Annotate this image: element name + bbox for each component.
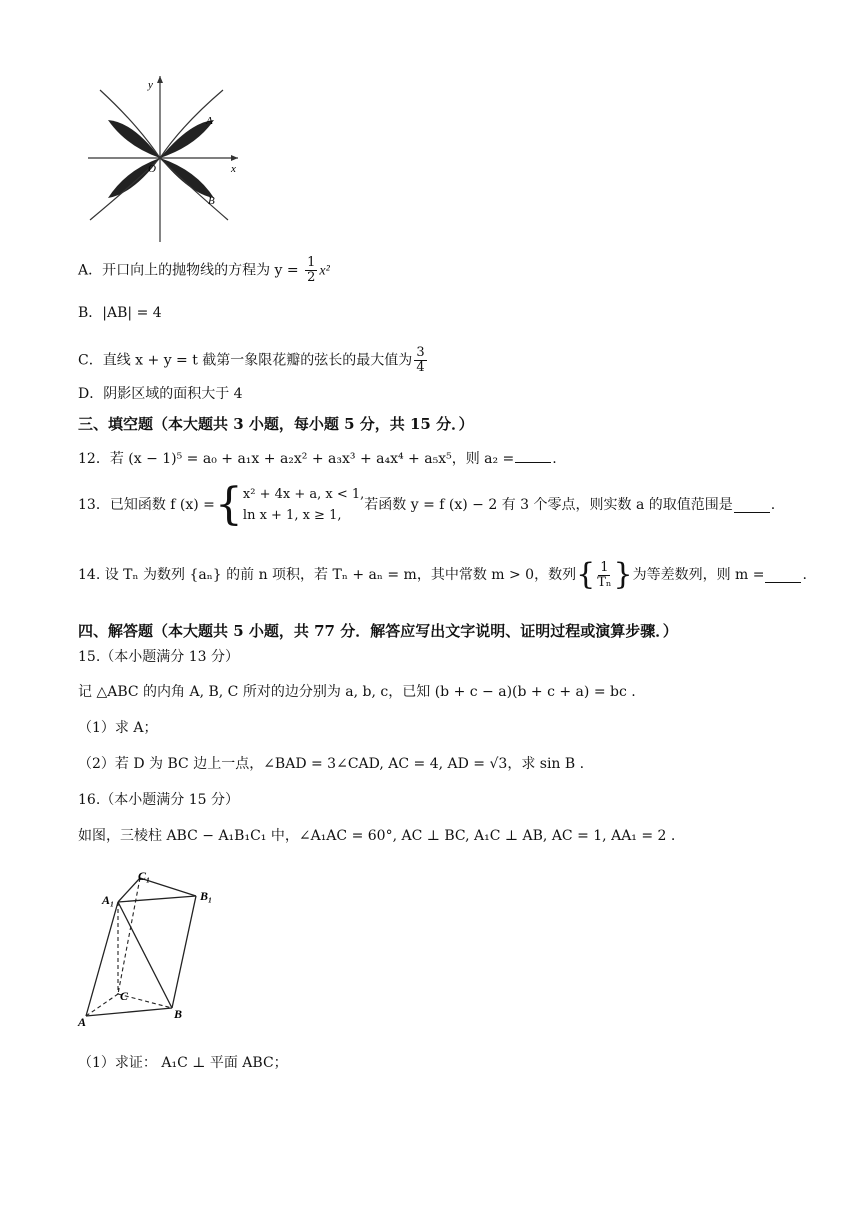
vertex-a-label: A (78, 1015, 87, 1029)
q11-option-c: C．直线 x + y = t 截第一象限花瓣的弦长的最大值为 $\frac{3}{4}$ (78, 345, 425, 375)
q13-answer-blank[interactable] (734, 498, 770, 513)
edge-b-b1 (172, 896, 196, 1008)
vertex-b-label: B (174, 1007, 183, 1021)
q13-piecewise-cases: x² + 4x + a, x < 1, ln x + 1, x ≥ 1, (242, 487, 365, 523)
point-a-label: A (206, 115, 213, 127)
q15-part-2: （2）若 D 为 BC 边上一点，∠BAD = 3∠CAD, AC = 4, AD = √3，求 sin B . (78, 756, 585, 772)
q11-option-a-fraction: $\frac{1}{2}$ (307, 255, 316, 285)
x-axis-arrow (231, 155, 238, 161)
edge-a-b (86, 1008, 172, 1016)
petal-fourth-quadrant (160, 158, 214, 198)
vertex-b1-label: B₁ (200, 889, 213, 903)
q16-header: 16.（本小题满分 15 分） (78, 792, 239, 808)
hidden-edge-c-c1 (118, 878, 140, 994)
origin-label: O (148, 163, 156, 175)
section-4-title: 四、解答题（本大题共 5 小题，共 77 分．解答应写出文字说明、证明过程或演算步骤．） (78, 622, 678, 640)
y-axis-label: y (148, 79, 153, 91)
edge-a-a1 (86, 902, 118, 1016)
q11-option-d: D．阴影区域的面积大于 4 (78, 386, 243, 402)
x-axis-label: x (231, 163, 236, 175)
q11-option-b: B．|AB| = 4 (78, 305, 162, 321)
q15-part-1: （1）求 A； (78, 720, 158, 736)
prism-figure (76, 866, 226, 1032)
q15-header: 15.（本小题满分 13 分） (78, 649, 239, 665)
q11-option-a: A．开口向上的抛物线的方程为 y = $\frac{1}{2}$ x² (78, 255, 330, 285)
vertex-c1-label: C₁ (138, 869, 151, 883)
edge-a1-c1 (118, 878, 140, 902)
vertex-a1-label: A₁ (102, 893, 115, 907)
q14-fraction: $\frac{1}{\text{Tₙ}}$ (597, 559, 612, 590)
q14-text: 14. 设 Tₙ 为数列 {aₙ} 的前 n 项积，若 Tₙ + aₙ = m，其中常数 m > 0，数列{ $\frac{1}{\text{Tₙ}}$ }为等差数列，则 m = . (78, 557, 807, 592)
section-3-title: 三、填空题（本大题共 3 小题，每小题 5 分，共 15 分．） (78, 415, 474, 433)
y-axis-arrow (157, 76, 163, 83)
q14-answer-blank[interactable] (765, 568, 801, 583)
q15-stem: 记 △ABC 的内角 A, B, C 所对的边分别为 a, b, c，已知 (b + c − a)(b + c + a) = bc . (78, 684, 636, 700)
petal-graph-figure (78, 70, 248, 245)
q12-answer-blank[interactable] (515, 448, 551, 463)
edge-a1-b1 (118, 896, 196, 902)
petal-second-quadrant (108, 120, 160, 158)
q16-part-1: （1）求证： A₁C ⊥ 平面 ABC； (78, 1055, 288, 1071)
q16-stem: 如图，三棱柱 ABC − A₁B₁C₁ 中，∠A₁AC = 60°, AC ⊥ BC, A₁C ⊥ AB, AC = 1, AA₁ = 2 . (78, 828, 676, 844)
q11-option-c-fraction: $\frac{3}{4}$ (416, 345, 425, 375)
point-b-label: B (208, 195, 215, 207)
q12-text: 12．若 (x − 1)⁵ = a₀ + a₁x + a₂x² + a₃x³ + a₄x⁴ + a₅x⁵，则 a₂ = . (78, 448, 557, 470)
vertex-c-label: C (120, 989, 129, 1003)
q13-text: 13．已知函数 f (x) ={ x² + 4x + a, x < 1, ln x + 1, x ≥ 1, 若函数 y = f (x) − 2 有 3 个零点，则实数 a 的取值范围是 . (78, 479, 776, 530)
